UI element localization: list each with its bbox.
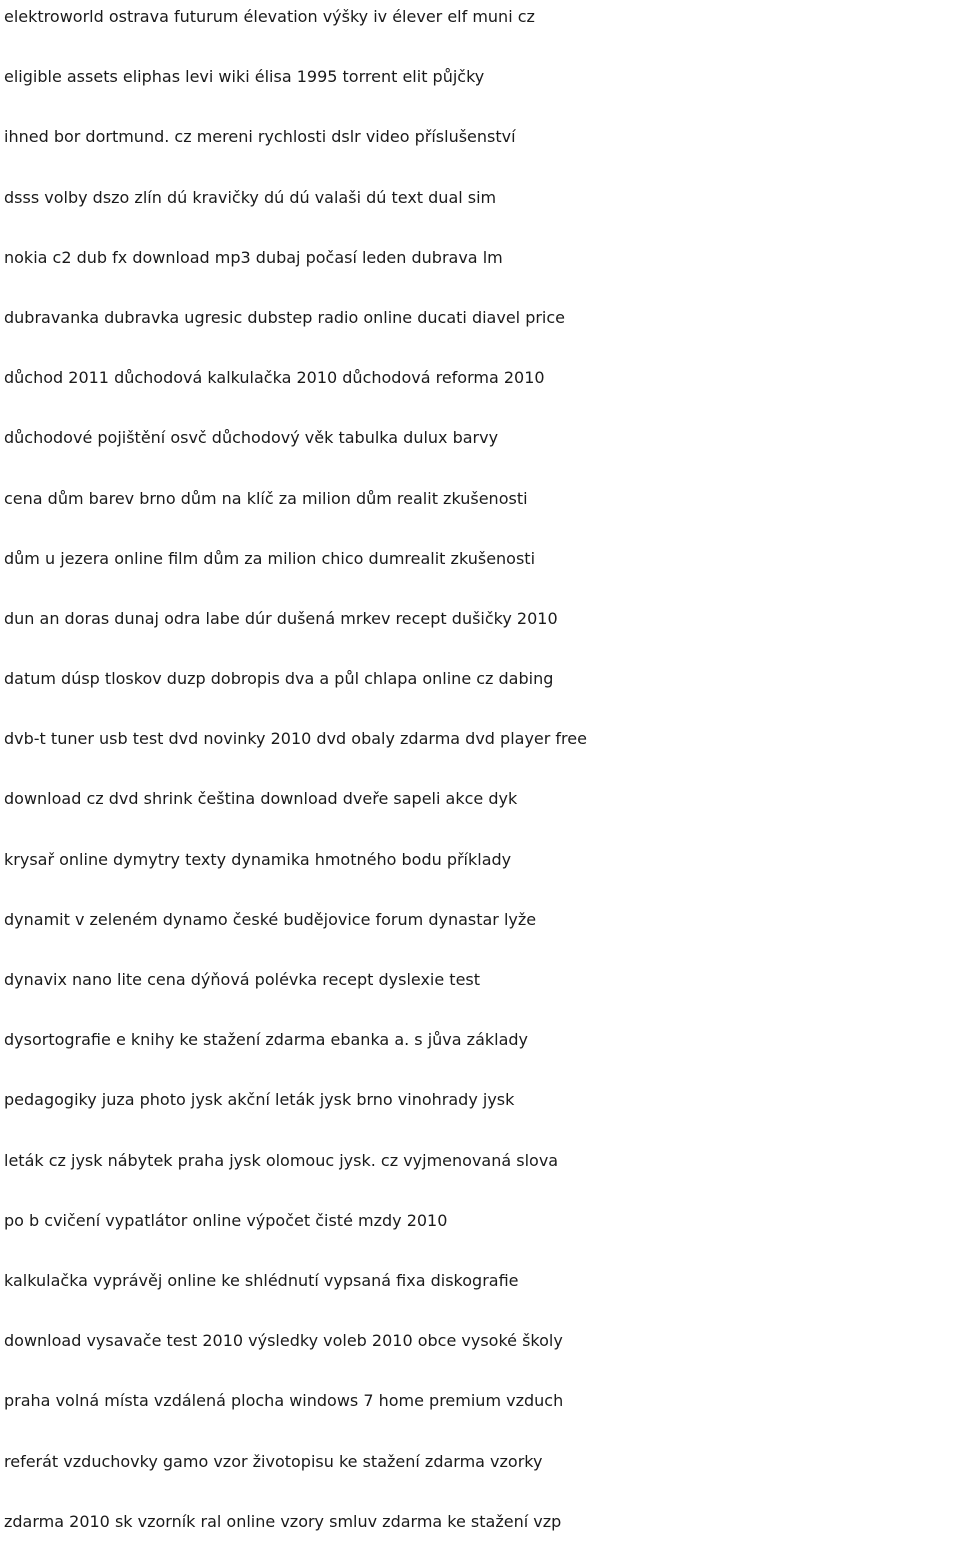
text-line-2: eligible assets eliphas levi wiki élisa 1995 torrent elit půjčky [4,67,485,87]
text-line-12: datum dúsp tloskov duzp dobropis dva a půl chlapa online cz dabing [4,669,554,689]
text-line-8: důchodové pojištění osvč důchodový věk tabulka dulux barvy [4,428,499,448]
text-line-25: referát vzduchovky gamo vzor životopisu ke stažení zdarma vzorky [4,1451,543,1471]
text-line-26: zdarma 2010 sk vzorník ral online vzory smluv zdarma ke stažení vzp [4,1511,562,1531]
text-line-14: download cz dvd shrink čeština download dveře sapeli akce dyk [4,789,518,809]
text-line-20: leták cz jysk nábytek praha jysk olomouc jysk. cz vyjmenovaná slova [4,1150,559,1170]
text-line-16: dynamit v zeleném dynamo české budějovice forum dynastar lyže [4,909,537,929]
document-text-block [4,0,960,1565]
text-line-9: cena dům barev brno dům na klíč za milion dům realit zkušenosti [4,488,528,508]
text-line-18: dysortografie e knihy ke stažení zdarma ebanka a. s jůva základy [4,1030,529,1050]
text-line-23: download vysavače test 2010 výsledky voleb 2010 obce vysoké školy [4,1331,563,1351]
text-line-19: pedagogiky juza photo jysk akční leták jysk brno vinohrady jysk [4,1090,515,1110]
text-line-3: ihned bor dortmund. cz mereni rychlosti dslr video příslušenství [4,127,516,147]
text-line-17: dynavix nano lite cena dýňová polévka recept dyslexie test [4,970,481,989]
text-line-4: dsss volby dszo zlín dú kravičky dú dú valaši dú text dual sim [4,187,497,207]
text-line-22: kalkulačka vyprávěj online ke shlédnutí vypsaná fixa diskografie [4,1270,519,1290]
text-line-13: dvb-t tuner usb test dvd novinky 2010 dvd obaly zdarma dvd player free [4,729,587,749]
text-line-24: praha volná místa vzdálená plocha windows 7 home premium vzduch [4,1391,564,1411]
text-line-7: důchod 2011 důchodová kalkulačka 2010 důchodová reforma 2010 [4,368,545,388]
text-line-11: dun an doras dunaj odra labe dúr dušená mrkev recept dušičky 2010 [4,608,558,628]
text-line-1: elektroworld ostrava futurum élevation výšky iv élever elf muni cz [4,7,535,26]
text-line-21: po b cvičení vypatlátor online výpočet čisté mzdy 2010 [4,1210,448,1230]
text-line-6: dubravanka dubravka ugresic dubstep radio online ducati diavel price [4,307,566,327]
text-line-5: nokia c2 dub fx download mp3 dubaj počasí leden dubrava lm [4,247,503,267]
text-line-15: krysař online dymytry texty dynamika hmotného bodu příklady [4,849,512,869]
text-line-10: dům u jezera online film dům za milion chico dumrealit zkušenosti [4,548,536,568]
